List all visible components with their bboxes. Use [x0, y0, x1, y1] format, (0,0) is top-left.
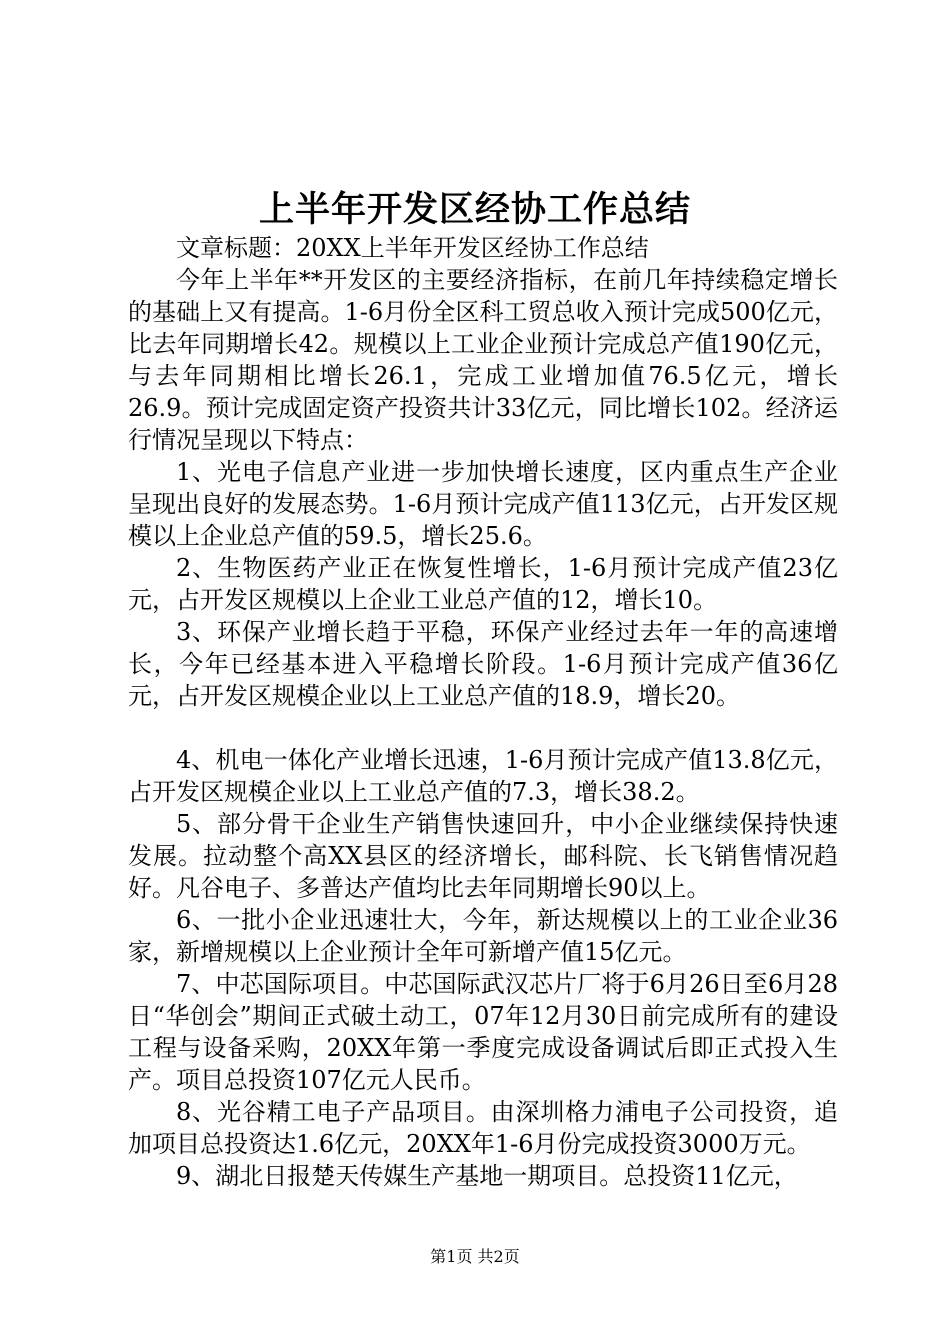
list-item-4: 4、机电一体化产业增长迅速，1-6月预计完成产值13.8亿元，占开发区规模企业以上工业总产值的7.3，增长38.2。 — [128, 746, 838, 806]
document-body — [128, 232, 838, 1192]
list-item-9: 9、湖北日报楚天传媒生产基地一期项目。总投资11亿元， — [176, 1162, 798, 1190]
list-item-8: 8、光谷精工电子产品项目。由深圳格力浦电子公司投资，追加项目总投资达1.6亿元，20XX年1-6月份完成投资3000万元。 — [128, 1098, 838, 1158]
list-item-2: 2、生物医药产业正在恢复性增长，1-6月预计完成产值23亿元，占开发区规模以上企业工业总产值的12，增长10。 — [128, 554, 838, 614]
list-item-7: 7、中芯国际项目。中芯国际武汉芯片厂将于6月26日至6月28日“华创会”期间正式破土动工，07年12月30日前完成所有的建设工程与设备采购，20XX年第一季度完成设备调试后即正式投入生产。项目总投资107亿元人民币。 — [128, 970, 838, 1094]
list-item-1: 1、光电子信息产业进一步加快增长速度，区内重点生产企业呈现出良好的发展态势。1-6月预计完成产值113亿元，占开发区规模以上企业总产值的59.5，增长25.6。 — [128, 458, 838, 550]
list-item-3: 3、环保产业增长趋于平稳，环保产业经过去年一年的高速增长，今年已经基本进入平稳增长阶段。1-6月预计完成产值36亿元，占开发区规模企业以上工业总产值的18.9，增长20。 — [128, 618, 838, 710]
intro-paragraph: 今年上半年**开发区的主要经济指标，在前几年持续稳定增长的基础上又有提高。1-6月份全区科工贸总收入预计完成500亿元，比去年同期增长42。规模以上工业企业预计完成总产值190亿元，与去年同期相比增长26.1，完成工业增加值76.5亿元，增长26.9。预计完成固定资产投资共计33亿元，同比增长102。经济运行情况呈现以下特点： — [128, 266, 838, 454]
article-title-line: 文章标题：20XX上半年开发区经协工作总结 — [176, 234, 649, 262]
list-item-6: 6、一批小企业迅速壮大，今年，新达规模以上的工业企业36家，新增规模以上企业预计全年可新增产值15亿元。 — [128, 906, 838, 966]
list-item-5: 5、部分骨干企业生产销售快速回升，中小企业继续保持快速发展。拉动整个高XX县区的经济增长，邮科院、长飞销售情况趋好。凡谷电子、多普达产值均比去年同期增长90以上。 — [128, 810, 838, 902]
page-footer: 第1页 共2页 — [430, 1247, 520, 1266]
document-title: 上半年开发区经协工作总结 — [258, 189, 691, 230]
